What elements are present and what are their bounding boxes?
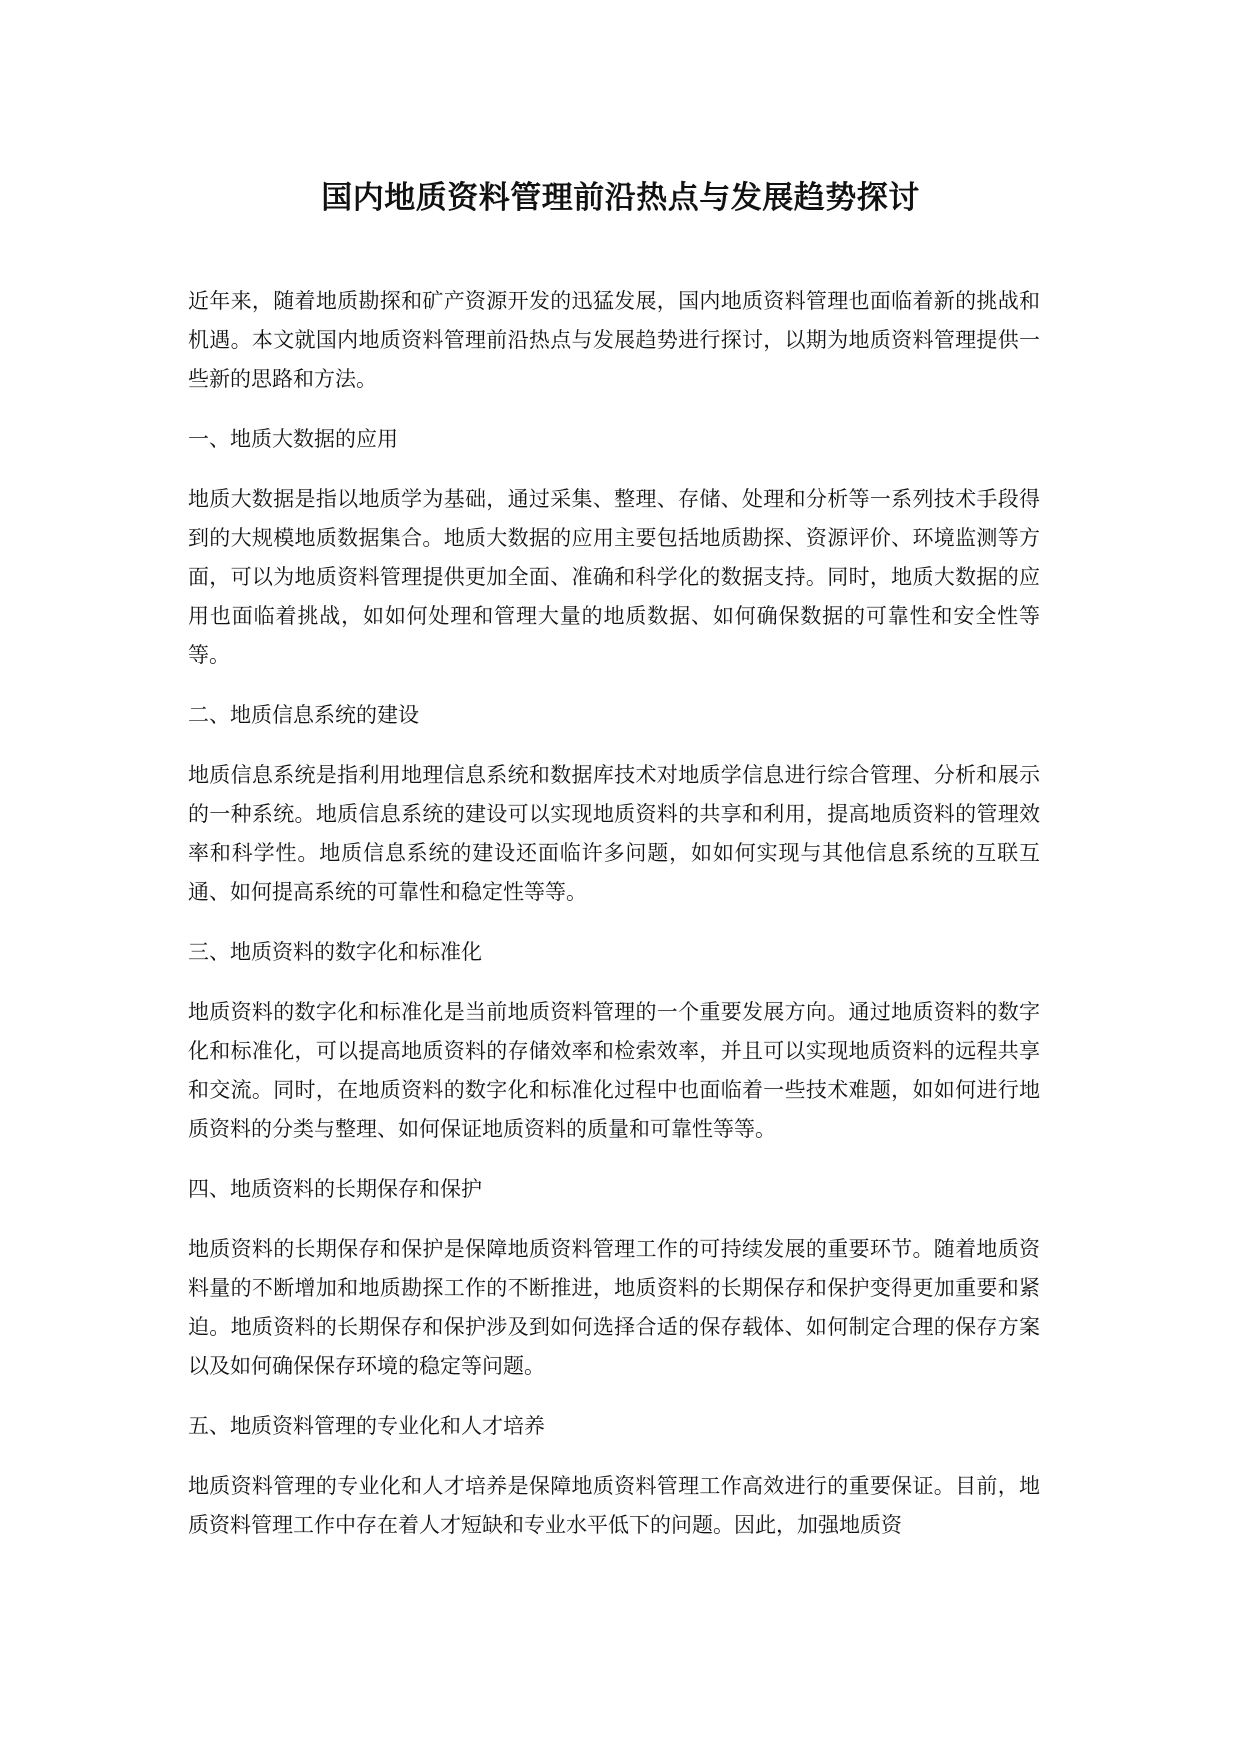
section-heading-preservation: 四、地质资料的长期保存和保护 <box>188 1177 482 1201</box>
document-title: 国内地质资料管理前沿热点与发展趋势探讨 <box>321 180 920 216</box>
section-heading-big-data: 一、地质大数据的应用 <box>188 427 398 451</box>
document-body <box>188 282 1040 1566</box>
section-body-talent-training: 地质资料管理的专业化和人才培养是保障地质资料管理工作高效进行的重要保证。目前，地质资料管理工作中存在着人才短缺和专业水平低下的问题。因此，加强地质资 <box>188 1474 1040 1537</box>
section-body-big-data: 地质大数据是指以地质学为基础，通过采集、整理、存储、处理和分析等一系列技术手段得到的大规模地质数据集合。地质大数据的应用主要包括地质勘探、资源评价、环境监测等方面，可以为地质资料管理提供更加全面、准确和科学化的数据支持。同时，地质大数据的应用也面临着挑战，如如何处理和管理大量的地质数据、如何确保数据的可靠性和安全性等等。 <box>188 487 1040 667</box>
section-body-information-system: 地质信息系统是指利用地理信息系统和数据库技术对地质学信息进行综合管理、分析和展示的一种系统。地质信息系统的建设可以实现地质资料的共享和利用，提高地质资料的管理效率和科学性。地质信息系统的建设还面临许多问题，如如何实现与其他信息系统的互联互通、如何提高系统的可靠性和稳定性等等。 <box>188 763 1040 904</box>
section-body-digitization: 地质资料的数字化和标准化是当前地质资料管理的一个重要发展方向。通过地质资料的数字化和标准化，可以提高地质资料的存储效率和检索效率，并且可以实现地质资料的远程共享和交流。同时，在地质资料的数字化和标准化过程中也面临着一些技术难题，如如何进行地质资料的分类与整理、如何保证地质资料的质量和可靠性等等。 <box>188 1000 1040 1141</box>
section-body-preservation: 地质资料的长期保存和保护是保障地质资料管理工作的可持续发展的重要环节。随着地质资料量的不断增加和地质勘探工作的不断推进，地质资料的长期保存和保护变得更加重要和紧迫。地质资料的长期保存和保护涉及到如何选择合适的保存载体、如何制定合理的保存方案以及如何确保保存环境的稳定等问题。 <box>188 1237 1040 1378</box>
section-heading-digitization: 三、地质资料的数字化和标准化 <box>188 940 482 964</box>
intro-paragraph: 近年来，随着地质勘探和矿产资源开发的迅猛发展，国内地质资料管理也面临着新的挑战和机遇。本文就国内地质资料管理前沿热点与发展趋势进行探讨，以期为地质资料管理提供一些新的思路和方法。 <box>188 289 1040 391</box>
section-heading-talent-training: 五、地质资料管理的专业化和人才培养 <box>188 1414 545 1438</box>
section-heading-information-system: 二、地质信息系统的建设 <box>188 703 419 727</box>
